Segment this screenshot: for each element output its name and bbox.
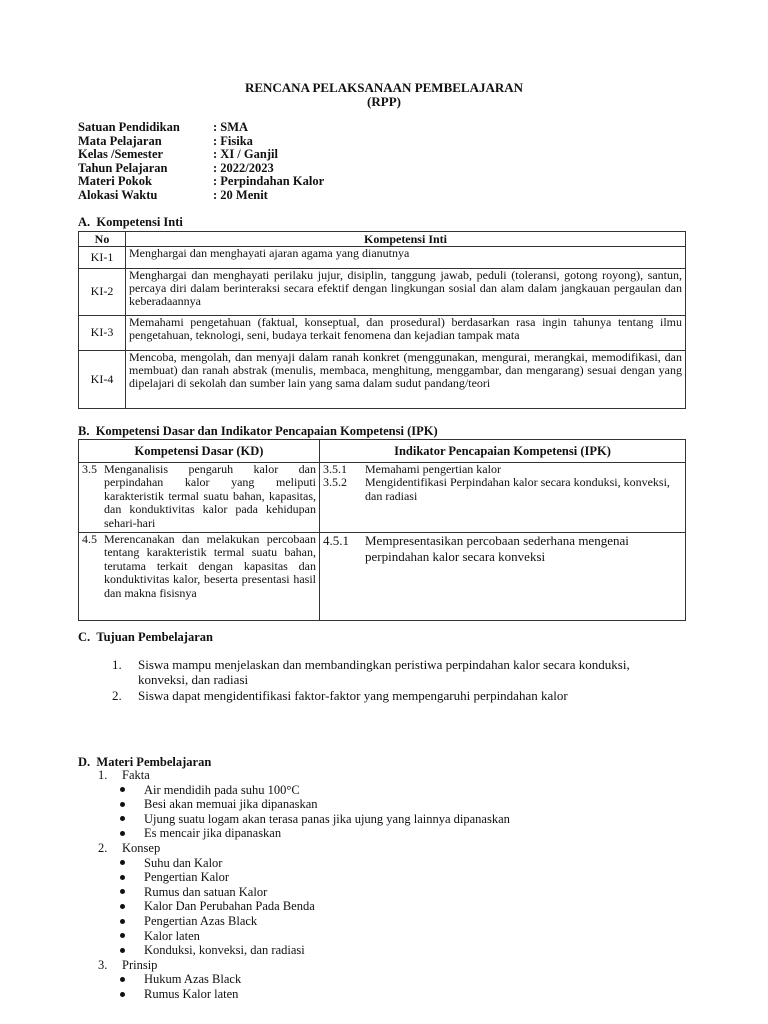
ipk-text: Mengidentifikasi Perpindahan kalor secara konduksi, konveksi, dan radiasi [365, 475, 670, 503]
list-item [98, 899, 510, 914]
identity-block [78, 121, 324, 203]
info-value: : Perpindahan Kalor [213, 174, 325, 189]
kd-cell [79, 463, 320, 533]
ipk-cell [320, 463, 686, 533]
section-c-heading: C. Tujuan Pembelajaran [78, 630, 213, 644]
group-label: Konsep [122, 840, 161, 855]
info-label: Tahun Pelajaran [78, 160, 168, 175]
group-number: 2. [98, 840, 108, 855]
list-text: Rumus dan satuan Kalor [144, 884, 268, 899]
bullet-icon [120, 943, 144, 958]
list-item [112, 689, 652, 704]
ipk-text: Memahami pengertian kalor [365, 462, 501, 476]
table-row [79, 463, 686, 533]
bullet-icon [120, 929, 144, 944]
list-item [98, 914, 510, 929]
info-row [78, 148, 324, 162]
list-text: Kalor Dan Perubahan Pada Benda [144, 899, 315, 914]
column-header-ki: Kompetensi Inti [126, 232, 686, 247]
ki-description: Menghargai dan menghayati perilaku jujur, disiplin, tanggung jawab, peduli (toleransi, gotong royong), santun, percaya diri dalam berinteraksi secara efektif dengan lingkungan sosial dan alam dalam jangkauan pergaulan dan keberadaannya [126, 269, 686, 316]
kd-cell [79, 533, 320, 621]
list-text: Pengertian Kalor [144, 870, 230, 885]
info-value: : XI / Ganjil [213, 147, 278, 162]
group-number: 3. [98, 957, 108, 972]
materi-group [98, 958, 510, 973]
bullet-icon [120, 783, 144, 798]
ipk-cell [320, 533, 686, 621]
ipk-item [323, 533, 682, 565]
list-item [98, 987, 510, 1002]
document-subtitle: (RPP) [367, 94, 401, 109]
info-label: Satuan Pendidikan [78, 120, 180, 134]
ipk-number: 3.5.2 [323, 475, 347, 490]
kd-ipk-table [78, 439, 686, 621]
bullet-icon [120, 797, 144, 812]
list-text: Siswa dapat mengidentifikasi faktor-faktor yang mempengaruhi perpindahan kalor [138, 688, 568, 703]
list-item [98, 972, 510, 987]
ki-number: KI-2 [79, 269, 126, 316]
ki-description: Mencoba, mengolah, dan menyaji dalam ranah konkret (menggunakan, mengurai, merangkai, memodifikasi, dan membuat) dan ranah abstrak (menulis, membaca, menghitung, menggambar, dan mengarang) sesuai dengan yang dipelajari di sekolah dan sumber lain yang sama dalam sudut pandang/teori [126, 351, 686, 409]
ki-number: KI-1 [79, 247, 126, 269]
section-b-heading: B. Kompetensi Dasar dan Indikator Pencapaian Kompetensi (IPK) [78, 424, 438, 438]
list-text: Besi akan memuai jika dipanaskan [144, 797, 318, 812]
bullet-icon [120, 885, 144, 900]
kd-number: 4.5 [82, 532, 97, 546]
document-title: RENCANA PELAKSANAAN PEMBELAJARAN [244, 80, 524, 95]
info-row [78, 135, 324, 149]
ipk-text: Mempresentasikan percobaan sederhana mengenai perpindahan kalor secara konveksi [365, 533, 629, 564]
list-item [98, 885, 510, 900]
table-header-row [79, 440, 686, 463]
ipk-number: 4.5.1 [323, 533, 349, 548]
kd-text: Menganalisis pengaruh kalor dan perpindahan kalor yang meliputi karakteristik termal suatu bahan, kapasitas, dan konduktivitas kalor pada kehidupan sehari-hari [104, 462, 316, 530]
list-text: Rumus Kalor laten [144, 986, 239, 1001]
column-header-ipk: Indikator Pencapaian Kompetensi (IPK) [320, 440, 686, 463]
bullet-icon [120, 826, 144, 841]
bullet-icon [120, 856, 144, 871]
info-value: : SMA [213, 120, 249, 134]
list-text: Air mendidih pada suhu 100°C [144, 782, 300, 797]
list-item [98, 929, 510, 944]
list-item [98, 943, 510, 958]
ipk-number: 3.5.1 [323, 462, 347, 476]
ipk-item [323, 476, 682, 503]
group-number: 1. [98, 768, 108, 782]
ki-number: KI-4 [79, 351, 126, 409]
kd-number: 3.5 [82, 462, 97, 476]
info-label: Mata Pelajaran [78, 133, 162, 148]
info-row [78, 121, 324, 135]
ki-description: Menghargai dan menghayati ajaran agama yang dianutnya [126, 247, 686, 269]
list-item [98, 812, 510, 827]
kompetensi-inti-table [78, 231, 686, 409]
materi-group [98, 768, 510, 783]
info-value: : 2022/2023 [213, 160, 274, 175]
section-d-heading: D. Materi Pembelajaran [78, 755, 212, 769]
list-item [98, 856, 510, 871]
section-a-heading: A. Kompetensi Inti [78, 215, 183, 229]
column-header-kd: Kompetensi Dasar (KD) [79, 440, 320, 463]
table-row [79, 533, 686, 621]
list-text: Konduksi, konveksi, dan radiasi [144, 943, 305, 958]
bullet-icon [120, 914, 144, 929]
info-row [78, 175, 324, 189]
list-item [98, 783, 510, 798]
list-number: 1. [112, 657, 122, 672]
list-text: Siswa mampu menjelaskan dan membandingkan peristiwa perpindahan kalor secara konduksi, konveksi, dan radiasi [138, 657, 630, 687]
info-value: : Fisika [213, 133, 253, 148]
bullet-icon [120, 899, 144, 914]
info-row [78, 162, 324, 176]
learning-objectives-list [112, 658, 652, 704]
info-value: : 20 Menit [213, 187, 268, 202]
table-row [79, 316, 686, 351]
list-item [98, 797, 510, 812]
ki-number: KI-3 [79, 316, 126, 351]
table-header-row [79, 232, 686, 247]
list-item [112, 658, 652, 687]
table-row [79, 247, 686, 269]
info-label: Materi Pokok [78, 174, 152, 189]
list-item [98, 826, 510, 841]
materi-group [98, 841, 510, 856]
list-text: Ujung suatu logam akan terasa panas jika ujung yang lainnya dipanaskan [144, 811, 510, 826]
list-item [98, 870, 510, 885]
kd-text: Merencanakan dan melakukan percobaan tentang karakteristik termal suatu bahan, terutama terkait dengan kapasitas dan konduktivitas kalor, beserta presentasi hasil dan makna fisisnya [104, 532, 316, 600]
materi-list [98, 768, 510, 1002]
ki-description: Memahami pengetahuan (faktual, konseptual, dan prosedural) berdasarkan rasa ingin tahunya tentang ilmu pengetahuan, teknologi, seni, budaya terkait fenomena dan kejadian tampak mata [126, 316, 686, 351]
list-text: Pengertian Azas Black [144, 913, 258, 928]
column-header-no: No [79, 232, 126, 247]
table-row [79, 351, 686, 409]
group-label: Prinsip [122, 957, 158, 972]
list-text: Hukum Azas Black [144, 972, 242, 987]
table-row [79, 269, 686, 316]
info-label: Kelas /Semester [78, 147, 164, 162]
list-text: Kalor laten [144, 928, 200, 943]
ipk-item [323, 463, 682, 476]
list-text: Suhu dan Kalor [144, 855, 223, 870]
info-row [78, 189, 324, 203]
bullet-icon [120, 812, 144, 827]
bullet-icon [120, 987, 144, 1002]
info-label: Alokasi Waktu [78, 187, 158, 202]
list-number: 2. [112, 688, 122, 703]
bullet-icon [120, 972, 144, 987]
bullet-icon [120, 870, 144, 885]
group-label: Fakta [122, 768, 150, 782]
list-text: Es mencair jika dipanaskan [144, 826, 282, 841]
